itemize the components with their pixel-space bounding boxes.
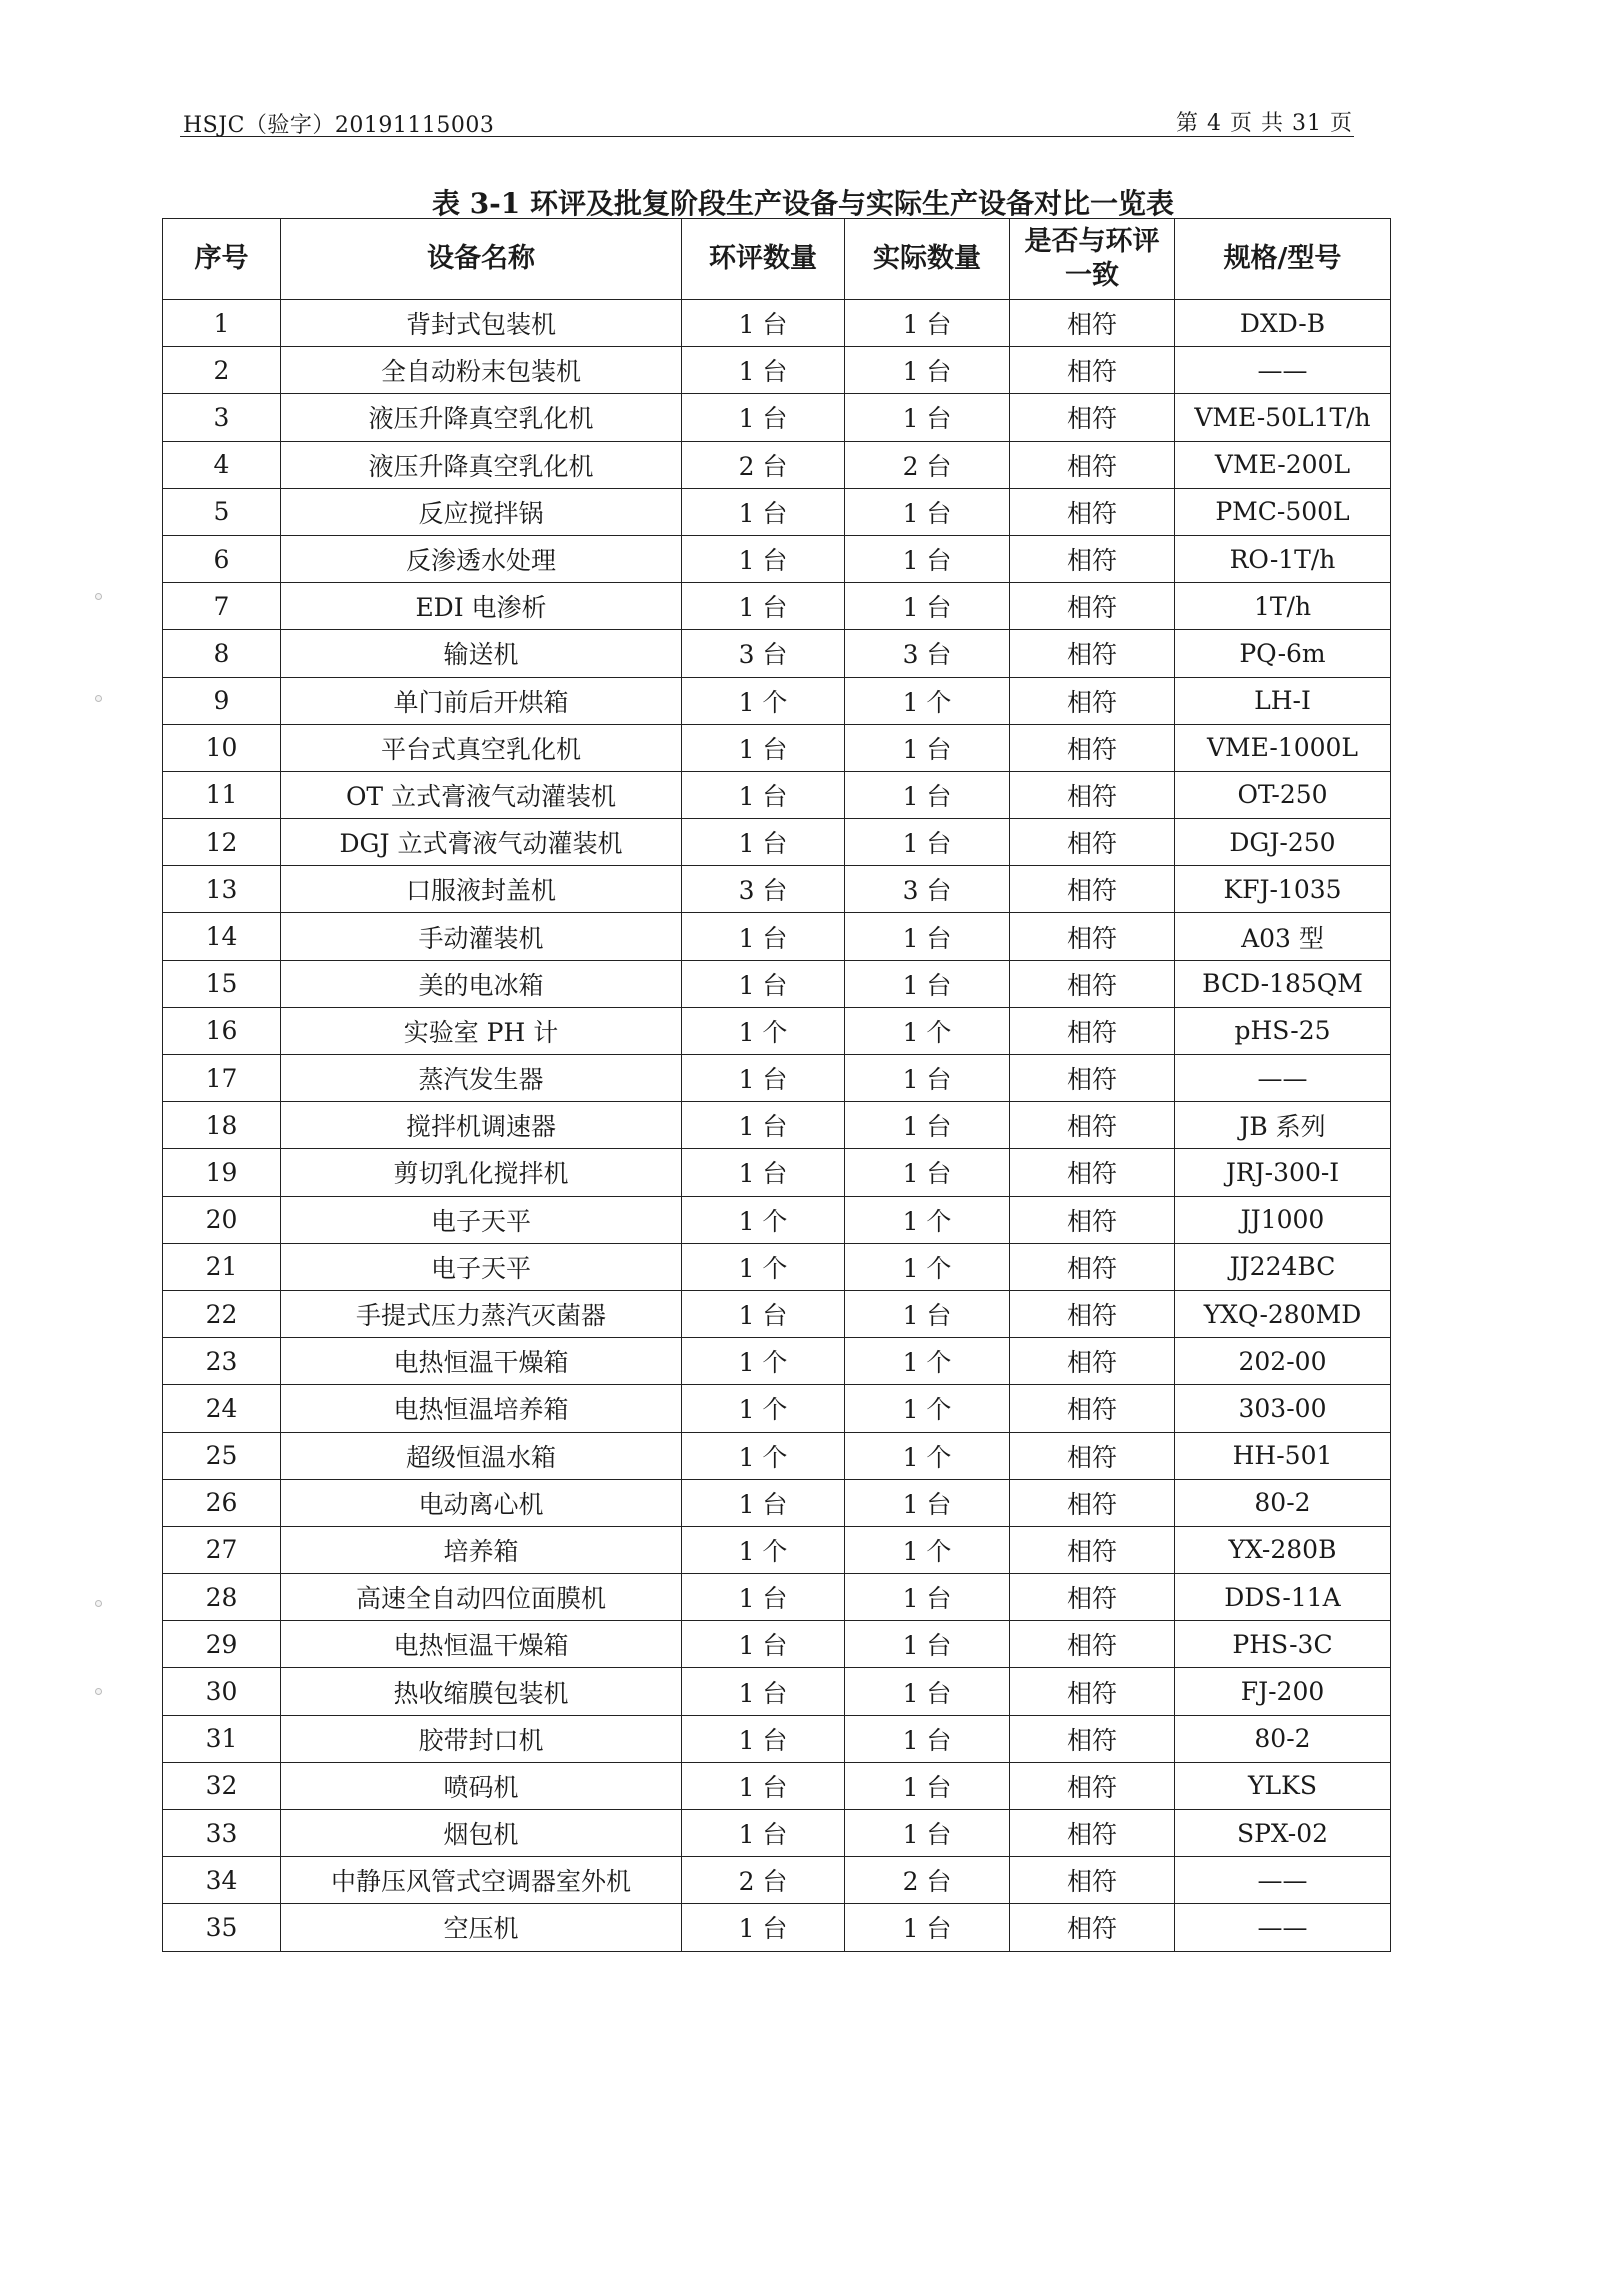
model-number: DXD-B — [1175, 300, 1391, 347]
equipment-name: 电动离心机 — [281, 1479, 682, 1526]
actual-quantity: 1 台 — [845, 1479, 1010, 1526]
planned-quantity: 1 个 — [682, 1196, 845, 1243]
table-row — [163, 394, 1391, 441]
equipment-name: 搅拌机调速器 — [281, 1102, 682, 1149]
actual-quantity: 1 个 — [845, 1338, 1010, 1385]
table-row — [163, 771, 1391, 818]
model-number: JRJ-300-I — [1175, 1149, 1391, 1196]
model-number: OT-250 — [1175, 771, 1391, 818]
row-index: 14 — [163, 913, 281, 960]
row-index: 7 — [163, 583, 281, 630]
actual-quantity: 1 台 — [845, 1668, 1010, 1715]
equipment-name: 背封式包装机 — [281, 300, 682, 347]
row-index: 4 — [163, 441, 281, 488]
model-number: 202-00 — [1175, 1338, 1391, 1385]
model-number: PQ-6m — [1175, 630, 1391, 677]
consistency-status: 相符 — [1010, 1810, 1175, 1857]
table-title: 表 3-1 环评及批复阶段生产设备与实际生产设备对比一览表 — [431, 187, 1175, 220]
table-row — [163, 819, 1391, 866]
equipment-name: OT 立式膏液气动灌装机 — [281, 771, 682, 818]
table-row — [163, 300, 1391, 347]
actual-quantity: 2 台 — [845, 1857, 1010, 1904]
row-index: 1 — [163, 300, 281, 347]
column-header-index: 序号 — [163, 219, 281, 300]
planned-quantity: 1 台 — [682, 771, 845, 818]
model-number: 80-2 — [1175, 1479, 1391, 1526]
planned-quantity: 1 台 — [682, 1290, 845, 1337]
planned-quantity: 1 台 — [682, 300, 845, 347]
consistency-status: 相符 — [1010, 1149, 1175, 1196]
row-index: 21 — [163, 1243, 281, 1290]
equipment-name: 反渗透水处理 — [281, 535, 682, 582]
consistency-status: 相符 — [1010, 1338, 1175, 1385]
actual-quantity: 1 台 — [845, 913, 1010, 960]
table-row — [163, 1526, 1391, 1573]
actual-quantity: 1 个 — [845, 1243, 1010, 1290]
model-number: FJ-200 — [1175, 1668, 1391, 1715]
punch-hole — [95, 593, 102, 600]
model-number: LH-I — [1175, 677, 1391, 724]
actual-quantity: 1 个 — [845, 1196, 1010, 1243]
table-row — [163, 1007, 1391, 1054]
model-number: VME-50L1T/h — [1175, 394, 1391, 441]
table-row — [163, 1857, 1391, 1904]
actual-quantity: 1 台 — [845, 1290, 1010, 1337]
consistency-status: 相符 — [1010, 583, 1175, 630]
actual-quantity: 1 台 — [845, 1102, 1010, 1149]
row-index: 28 — [163, 1574, 281, 1621]
table-row — [163, 1762, 1391, 1809]
equipment-name: 电热恒温干燥箱 — [281, 1338, 682, 1385]
planned-quantity: 1 台 — [682, 819, 845, 866]
actual-quantity: 1 台 — [845, 960, 1010, 1007]
actual-quantity: 1 台 — [845, 819, 1010, 866]
planned-quantity: 1 台 — [682, 394, 845, 441]
consistency-status: 相符 — [1010, 724, 1175, 771]
actual-quantity: 1 个 — [845, 1007, 1010, 1054]
planned-quantity: 1 台 — [682, 960, 845, 1007]
equipment-name: 培养箱 — [281, 1526, 682, 1573]
equipment-name: 液压升降真空乳化机 — [281, 441, 682, 488]
table-row — [163, 1479, 1391, 1526]
model-number: PHS-3C — [1175, 1621, 1391, 1668]
table-row — [163, 1904, 1391, 1951]
planned-quantity: 1 个 — [682, 1007, 845, 1054]
row-index: 2 — [163, 347, 281, 394]
table-row — [163, 677, 1391, 724]
model-number: DGJ-250 — [1175, 819, 1391, 866]
column-header-model: 规格/型号 — [1175, 219, 1391, 300]
model-number: 1T/h — [1175, 583, 1391, 630]
actual-quantity: 1 台 — [845, 1810, 1010, 1857]
actual-quantity: 1 个 — [845, 677, 1010, 724]
planned-quantity: 1 台 — [682, 1479, 845, 1526]
model-number: 80-2 — [1175, 1715, 1391, 1762]
table-row — [163, 488, 1391, 535]
actual-quantity: 3 台 — [845, 630, 1010, 677]
row-index: 13 — [163, 866, 281, 913]
planned-quantity: 1 台 — [682, 1715, 845, 1762]
planned-quantity: 1 台 — [682, 1055, 845, 1102]
consistency-status: 相符 — [1010, 1715, 1175, 1762]
row-index: 17 — [163, 1055, 281, 1102]
row-index: 12 — [163, 819, 281, 866]
table-row — [163, 1102, 1391, 1149]
consistency-status: 相符 — [1010, 347, 1175, 394]
planned-quantity: 1 个 — [682, 1338, 845, 1385]
planned-quantity: 2 台 — [682, 441, 845, 488]
planned-quantity: 1 台 — [682, 1621, 845, 1668]
planned-quantity: 1 台 — [682, 488, 845, 535]
table-row — [163, 441, 1391, 488]
equipment-name: 蒸汽发生器 — [281, 1055, 682, 1102]
model-number: VME-200L — [1175, 441, 1391, 488]
consistency-status: 相符 — [1010, 1904, 1175, 1951]
consistency-status: 相符 — [1010, 819, 1175, 866]
model-number: KFJ-1035 — [1175, 866, 1391, 913]
actual-quantity: 1 台 — [845, 394, 1010, 441]
model-number: 303-00 — [1175, 1385, 1391, 1432]
consistency-status: 相符 — [1010, 960, 1175, 1007]
consistency-status: 相符 — [1010, 1432, 1175, 1479]
table-row — [163, 866, 1391, 913]
model-number: —— — [1175, 347, 1391, 394]
row-index: 3 — [163, 394, 281, 441]
table-row — [163, 724, 1391, 771]
table-row — [163, 1432, 1391, 1479]
model-number: RO-1T/h — [1175, 535, 1391, 582]
consistency-status: 相符 — [1010, 866, 1175, 913]
actual-quantity: 1 台 — [845, 1621, 1010, 1668]
actual-quantity: 1 台 — [845, 1574, 1010, 1621]
actual-quantity: 1 台 — [845, 1149, 1010, 1196]
consistency-status: 相符 — [1010, 488, 1175, 535]
equipment-name: DGJ 立式膏液气动灌装机 — [281, 819, 682, 866]
model-number: JJ224BC — [1175, 1243, 1391, 1290]
consistency-status: 相符 — [1010, 1621, 1175, 1668]
row-index: 35 — [163, 1904, 281, 1951]
model-number: SPX-02 — [1175, 1810, 1391, 1857]
planned-quantity: 1 台 — [682, 1810, 845, 1857]
planned-quantity: 1 台 — [682, 1149, 845, 1196]
planned-quantity: 1 个 — [682, 1432, 845, 1479]
table-row — [163, 1055, 1391, 1102]
actual-quantity: 1 台 — [845, 1055, 1010, 1102]
row-index: 16 — [163, 1007, 281, 1054]
consistency-status: 相符 — [1010, 1007, 1175, 1054]
planned-quantity: 1 个 — [682, 1526, 845, 1573]
actual-quantity: 1 台 — [845, 583, 1010, 630]
actual-quantity: 1 台 — [845, 300, 1010, 347]
planned-quantity: 1 个 — [682, 1385, 845, 1432]
equipment-name: 超级恒温水箱 — [281, 1432, 682, 1479]
row-index: 24 — [163, 1385, 281, 1432]
consistency-status: 相符 — [1010, 300, 1175, 347]
table-row — [163, 535, 1391, 582]
row-index: 25 — [163, 1432, 281, 1479]
table-row — [163, 1621, 1391, 1668]
model-number: A03 型 — [1175, 913, 1391, 960]
actual-quantity: 3 台 — [845, 866, 1010, 913]
consistency-status: 相符 — [1010, 1668, 1175, 1715]
model-number: BCD-185QM — [1175, 960, 1391, 1007]
actual-quantity: 1 个 — [845, 1526, 1010, 1573]
actual-quantity: 1 台 — [845, 535, 1010, 582]
row-index: 15 — [163, 960, 281, 1007]
actual-quantity: 1 台 — [845, 347, 1010, 394]
equipment-name: 电子天平 — [281, 1243, 682, 1290]
equipment-name: 口服液封盖机 — [281, 866, 682, 913]
equipment-name: 输送机 — [281, 630, 682, 677]
planned-quantity: 1 台 — [682, 1102, 845, 1149]
row-index: 18 — [163, 1102, 281, 1149]
table-row — [163, 1715, 1391, 1762]
actual-quantity: 1 台 — [845, 488, 1010, 535]
planned-quantity: 1 台 — [682, 535, 845, 582]
table-row — [163, 1149, 1391, 1196]
model-number: PMC-500L — [1175, 488, 1391, 535]
row-index: 34 — [163, 1857, 281, 1904]
model-number: HH-501 — [1175, 1432, 1391, 1479]
column-header-name: 设备名称 — [281, 219, 682, 300]
model-number: —— — [1175, 1055, 1391, 1102]
row-index: 23 — [163, 1338, 281, 1385]
table-row — [163, 583, 1391, 630]
consistency-status: 相符 — [1010, 1857, 1175, 1904]
table-row — [163, 347, 1391, 394]
model-number: —— — [1175, 1857, 1391, 1904]
document-id: HSJC（验字）20191115003 — [183, 113, 495, 138]
equipment-name: 手提式压力蒸汽灭菌器 — [281, 1290, 682, 1337]
model-number: JJ1000 — [1175, 1196, 1391, 1243]
actual-quantity: 1 台 — [845, 724, 1010, 771]
actual-quantity: 1 台 — [845, 1762, 1010, 1809]
consistency-status: 相符 — [1010, 1290, 1175, 1337]
consistency-status: 相符 — [1010, 394, 1175, 441]
planned-quantity: 1 台 — [682, 913, 845, 960]
planned-quantity: 1 台 — [682, 1762, 845, 1809]
table-row — [163, 1574, 1391, 1621]
planned-quantity: 1 台 — [682, 1668, 845, 1715]
table-row — [163, 1385, 1391, 1432]
consistency-status: 相符 — [1010, 1385, 1175, 1432]
row-index: 26 — [163, 1479, 281, 1526]
consistency-status: 相符 — [1010, 1574, 1175, 1621]
model-number: YLKS — [1175, 1762, 1391, 1809]
planned-quantity: 3 台 — [682, 866, 845, 913]
row-index: 19 — [163, 1149, 281, 1196]
punch-hole — [95, 1600, 102, 1607]
model-number: YXQ-280MD — [1175, 1290, 1391, 1337]
table-body — [163, 300, 1391, 1952]
actual-quantity: 1 个 — [845, 1432, 1010, 1479]
equipment-name: 喷码机 — [281, 1762, 682, 1809]
row-index: 10 — [163, 724, 281, 771]
actual-quantity: 1 台 — [845, 1904, 1010, 1951]
column-header-consistency: 是否与环评一致 — [1010, 219, 1175, 300]
row-index: 9 — [163, 677, 281, 724]
equipment-name: 实验室 PH 计 — [281, 1007, 682, 1054]
equipment-name: 全自动粉末包装机 — [281, 347, 682, 394]
consistency-status: 相符 — [1010, 630, 1175, 677]
row-index: 27 — [163, 1526, 281, 1573]
row-index: 8 — [163, 630, 281, 677]
table-header-row — [163, 219, 1391, 300]
row-index: 11 — [163, 771, 281, 818]
consistency-status: 相符 — [1010, 1055, 1175, 1102]
consistency-status: 相符 — [1010, 535, 1175, 582]
consistency-status: 相符 — [1010, 771, 1175, 818]
column-header-planned-qty: 环评数量 — [682, 219, 845, 300]
equipment-name: 胶带封口机 — [281, 1715, 682, 1762]
equipment-name: EDI 电渗析 — [281, 583, 682, 630]
row-index: 22 — [163, 1290, 281, 1337]
planned-quantity: 1 个 — [682, 677, 845, 724]
equipment-name: 电热恒温培养箱 — [281, 1385, 682, 1432]
planned-quantity: 1 台 — [682, 583, 845, 630]
equipment-name: 剪切乳化搅拌机 — [281, 1149, 682, 1196]
equipment-name: 液压升降真空乳化机 — [281, 394, 682, 441]
consistency-status: 相符 — [1010, 1762, 1175, 1809]
equipment-comparison-table — [162, 218, 1391, 1952]
punch-hole — [95, 695, 102, 702]
table-row — [163, 1338, 1391, 1385]
table-row — [163, 1243, 1391, 1290]
punch-hole — [95, 1688, 102, 1695]
consistency-status: 相符 — [1010, 1243, 1175, 1290]
page-number: 第 4 页 共 31 页 — [1176, 111, 1353, 136]
consistency-status: 相符 — [1010, 677, 1175, 724]
table-row — [163, 1810, 1391, 1857]
table-row — [163, 1290, 1391, 1337]
equipment-name: 反应搅拌锅 — [281, 488, 682, 535]
equipment-name: 烟包机 — [281, 1810, 682, 1857]
planned-quantity: 2 台 — [682, 1857, 845, 1904]
row-index: 32 — [163, 1762, 281, 1809]
row-index: 20 — [163, 1196, 281, 1243]
actual-quantity: 2 台 — [845, 441, 1010, 488]
row-index: 31 — [163, 1715, 281, 1762]
equipment-name: 美的电冰箱 — [281, 960, 682, 1007]
actual-quantity: 1 个 — [845, 1385, 1010, 1432]
table-row — [163, 960, 1391, 1007]
table-row — [163, 913, 1391, 960]
header-divider — [180, 136, 1354, 137]
consistency-status: 相符 — [1010, 913, 1175, 960]
model-number: JB 系列 — [1175, 1102, 1391, 1149]
consistency-status: 相符 — [1010, 1196, 1175, 1243]
model-number: VME-1000L — [1175, 724, 1391, 771]
row-index: 33 — [163, 1810, 281, 1857]
equipment-name: 单门前后开烘箱 — [281, 677, 682, 724]
planned-quantity: 1 台 — [682, 347, 845, 394]
consistency-status: 相符 — [1010, 1102, 1175, 1149]
equipment-name: 手动灌装机 — [281, 913, 682, 960]
planned-quantity: 1 台 — [682, 1904, 845, 1951]
model-number: pHS-25 — [1175, 1007, 1391, 1054]
planned-quantity: 3 台 — [682, 630, 845, 677]
row-index: 30 — [163, 1668, 281, 1715]
equipment-name: 电子天平 — [281, 1196, 682, 1243]
table-row — [163, 1196, 1391, 1243]
model-number: DDS-11A — [1175, 1574, 1391, 1621]
actual-quantity: 1 台 — [845, 1715, 1010, 1762]
model-number: YX-280B — [1175, 1526, 1391, 1573]
equipment-name: 中静压风管式空调器室外机 — [281, 1857, 682, 1904]
equipment-name: 高速全自动四位面膜机 — [281, 1574, 682, 1621]
equipment-name: 平台式真空乳化机 — [281, 724, 682, 771]
table-row — [163, 630, 1391, 677]
column-header-actual-qty: 实际数量 — [845, 219, 1010, 300]
table-row — [163, 1668, 1391, 1715]
model-number: —— — [1175, 1904, 1391, 1951]
planned-quantity: 1 个 — [682, 1243, 845, 1290]
row-index: 6 — [163, 535, 281, 582]
actual-quantity: 1 台 — [845, 771, 1010, 818]
planned-quantity: 1 台 — [682, 1574, 845, 1621]
planned-quantity: 1 台 — [682, 724, 845, 771]
equipment-name: 电热恒温干燥箱 — [281, 1621, 682, 1668]
row-index: 5 — [163, 488, 281, 535]
equipment-name: 空压机 — [281, 1904, 682, 1951]
consistency-status: 相符 — [1010, 1479, 1175, 1526]
row-index: 29 — [163, 1621, 281, 1668]
consistency-status: 相符 — [1010, 441, 1175, 488]
equipment-name: 热收缩膜包装机 — [281, 1668, 682, 1715]
consistency-status: 相符 — [1010, 1526, 1175, 1573]
